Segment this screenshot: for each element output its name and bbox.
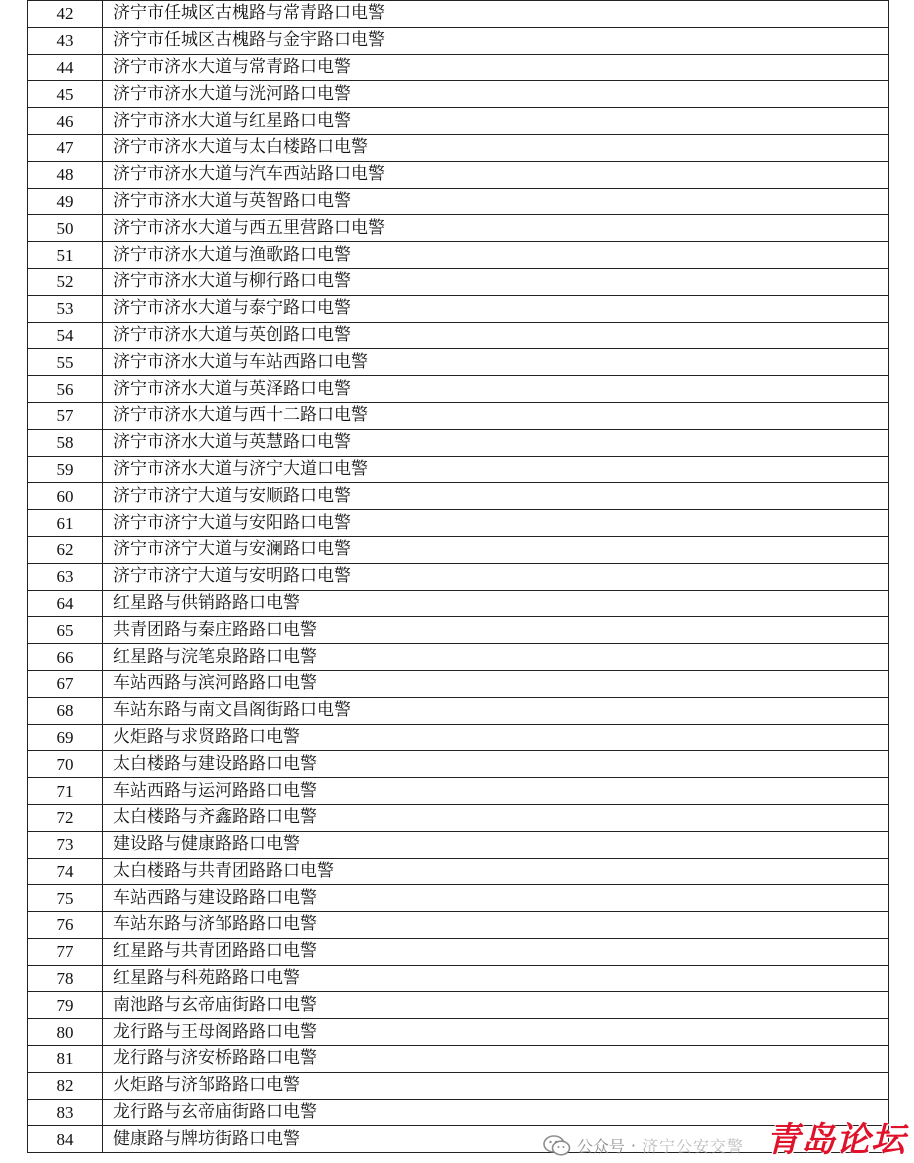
row-number: 80	[28, 1019, 103, 1046]
table-row	[28, 27, 889, 54]
intersection-name: 济宁市济水大道与红星路口电警	[103, 108, 889, 135]
intersection-name: 车站东路与济邹路路口电警	[103, 912, 889, 939]
intersection-name: 龙行路与济安桥路路口电警	[103, 1046, 889, 1073]
row-number: 44	[28, 54, 103, 81]
intersection-name: 红星路与浣笔泉路路口电警	[103, 644, 889, 671]
row-number: 53	[28, 295, 103, 322]
intersection-name: 车站西路与运河路路口电警	[103, 778, 889, 805]
intersection-name: 红星路与共青团路路口电警	[103, 938, 889, 965]
table-row	[28, 831, 889, 858]
table-row	[28, 590, 889, 617]
row-number: 56	[28, 376, 103, 403]
table-row	[28, 510, 889, 537]
row-number: 58	[28, 429, 103, 456]
table-row	[28, 295, 889, 322]
row-number: 64	[28, 590, 103, 617]
table-row	[28, 885, 889, 912]
intersection-name: 济宁市任城区古槐路与金宇路口电警	[103, 27, 889, 54]
row-number: 68	[28, 697, 103, 724]
row-number: 69	[28, 724, 103, 751]
table-row	[28, 81, 889, 108]
table-row	[28, 563, 889, 590]
row-number: 62	[28, 536, 103, 563]
table-row	[28, 670, 889, 697]
row-number: 70	[28, 751, 103, 778]
table-row	[28, 1019, 889, 1046]
table-row	[28, 697, 889, 724]
row-number: 78	[28, 965, 103, 992]
table-row	[28, 483, 889, 510]
table-row	[28, 724, 889, 751]
wechat-watermark	[543, 1134, 744, 1157]
table-row	[28, 804, 889, 831]
intersection-name: 健康路与牌坊街路口电警	[103, 1126, 889, 1153]
table-row	[28, 644, 889, 671]
table-row	[28, 1072, 889, 1099]
intersection-name: 济宁市济水大道与柳行路口电警	[103, 268, 889, 295]
intersection-name: 济宁市济宁大道与安明路口电警	[103, 563, 889, 590]
intersection-name: 龙行路与王母阁路路口电警	[103, 1019, 889, 1046]
row-number: 75	[28, 885, 103, 912]
row-number: 61	[28, 510, 103, 537]
table-row	[28, 429, 889, 456]
intersection-name: 济宁市济宁大道与安顺路口电警	[103, 483, 889, 510]
watermark-label: 公众号	[576, 1137, 625, 1156]
row-number: 45	[28, 81, 103, 108]
intersection-name: 火炬路与济邹路路口电警	[103, 1072, 889, 1099]
row-number: 82	[28, 1072, 103, 1099]
table-row	[28, 858, 889, 885]
table-row	[28, 1126, 889, 1153]
intersection-name: 济宁市任城区古槐路与常青路口电警	[103, 1, 889, 28]
table-row	[28, 751, 889, 778]
forum-logo: 青岛论坛	[766, 1120, 906, 1160]
table-row	[28, 268, 889, 295]
intersection-camera-table	[27, 0, 889, 1153]
intersection-name: 火炬路与求贤路路口电警	[103, 724, 889, 751]
intersection-name: 济宁市济水大道与泰宁路口电警	[103, 295, 889, 322]
row-number: 81	[28, 1046, 103, 1073]
wechat-icon	[543, 1135, 571, 1157]
row-number: 48	[28, 161, 103, 188]
intersection-name: 车站西路与滨河路路口电警	[103, 670, 889, 697]
table-row	[28, 242, 889, 269]
table-row	[28, 108, 889, 135]
table-row	[28, 402, 889, 429]
intersection-name: 济宁市济水大道与英慧路口电警	[103, 429, 889, 456]
intersection-name: 南池路与玄帝庙街路口电警	[103, 992, 889, 1019]
table-row	[28, 1099, 889, 1126]
row-number: 71	[28, 778, 103, 805]
intersection-name: 济宁市济水大道与英泽路口电警	[103, 376, 889, 403]
table-body	[28, 1, 889, 1153]
row-number: 59	[28, 456, 103, 483]
row-number: 52	[28, 268, 103, 295]
intersection-name: 济宁市济宁大道与安澜路口电警	[103, 536, 889, 563]
row-number: 66	[28, 644, 103, 671]
intersection-name: 济宁市济水大道与渔歌路口电警	[103, 242, 889, 269]
intersection-name: 车站西路与建设路路口电警	[103, 885, 889, 912]
table-row	[28, 992, 889, 1019]
intersection-name: 济宁市济水大道与常青路口电警	[103, 54, 889, 81]
row-number: 74	[28, 858, 103, 885]
row-number: 47	[28, 134, 103, 161]
table-row	[28, 161, 889, 188]
table-row	[28, 617, 889, 644]
row-number: 43	[28, 27, 103, 54]
row-number: 63	[28, 563, 103, 590]
intersection-name: 红星路与供销路路口电警	[103, 590, 889, 617]
intersection-name: 济宁市济水大道与洸河路口电警	[103, 81, 889, 108]
row-number: 67	[28, 670, 103, 697]
intersection-name: 共青团路与秦庄路路口电警	[103, 617, 889, 644]
intersection-name: 济宁市济水大道与西五里营路口电警	[103, 215, 889, 242]
table-row	[28, 376, 889, 403]
table-row	[28, 965, 889, 992]
intersection-name: 太白楼路与齐鑫路路口电警	[103, 804, 889, 831]
intersection-name: 济宁市济水大道与济宁大道口电警	[103, 456, 889, 483]
table-row	[28, 322, 889, 349]
table-row	[28, 134, 889, 161]
intersection-name: 济宁市济水大道与车站西路口电警	[103, 349, 889, 376]
table-row	[28, 188, 889, 215]
row-number: 79	[28, 992, 103, 1019]
watermark-separator: ·	[630, 1136, 636, 1155]
watermark-account: 济宁公安交警	[641, 1137, 744, 1156]
intersection-name: 济宁市济水大道与英创路口电警	[103, 322, 889, 349]
row-number: 55	[28, 349, 103, 376]
table-row	[28, 778, 889, 805]
table-row	[28, 912, 889, 939]
row-number: 49	[28, 188, 103, 215]
row-number: 83	[28, 1099, 103, 1126]
row-number: 72	[28, 804, 103, 831]
intersection-name: 太白楼路与共青团路路口电警	[103, 858, 889, 885]
row-number: 77	[28, 938, 103, 965]
intersection-name: 济宁市济水大道与汽车西站路口电警	[103, 161, 889, 188]
intersection-name: 龙行路与玄帝庙街路口电警	[103, 1099, 889, 1126]
intersection-name: 建设路与健康路路口电警	[103, 831, 889, 858]
table-row	[28, 1, 889, 28]
table-row	[28, 456, 889, 483]
intersection-name: 红星路与科苑路路口电警	[103, 965, 889, 992]
table-row	[28, 1046, 889, 1073]
row-number: 50	[28, 215, 103, 242]
intersection-name: 济宁市济水大道与英智路口电警	[103, 188, 889, 215]
intersection-name: 济宁市济水大道与太白楼路口电警	[103, 134, 889, 161]
table-row	[28, 215, 889, 242]
row-number: 84	[28, 1126, 103, 1153]
row-number: 57	[28, 402, 103, 429]
table-row	[28, 938, 889, 965]
intersection-name: 太白楼路与建设路路口电警	[103, 751, 889, 778]
row-number: 60	[28, 483, 103, 510]
row-number: 46	[28, 108, 103, 135]
table-row	[28, 349, 889, 376]
table-row	[28, 54, 889, 81]
row-number: 76	[28, 912, 103, 939]
row-number: 65	[28, 617, 103, 644]
intersection-name: 车站东路与南文昌阁街路口电警	[103, 697, 889, 724]
intersection-name: 济宁市济宁大道与安阳路口电警	[103, 510, 889, 537]
row-number: 51	[28, 242, 103, 269]
row-number: 42	[28, 1, 103, 28]
row-number: 73	[28, 831, 103, 858]
table-row	[28, 536, 889, 563]
intersection-name: 济宁市济水大道与西十二路口电警	[103, 402, 889, 429]
row-number: 54	[28, 322, 103, 349]
